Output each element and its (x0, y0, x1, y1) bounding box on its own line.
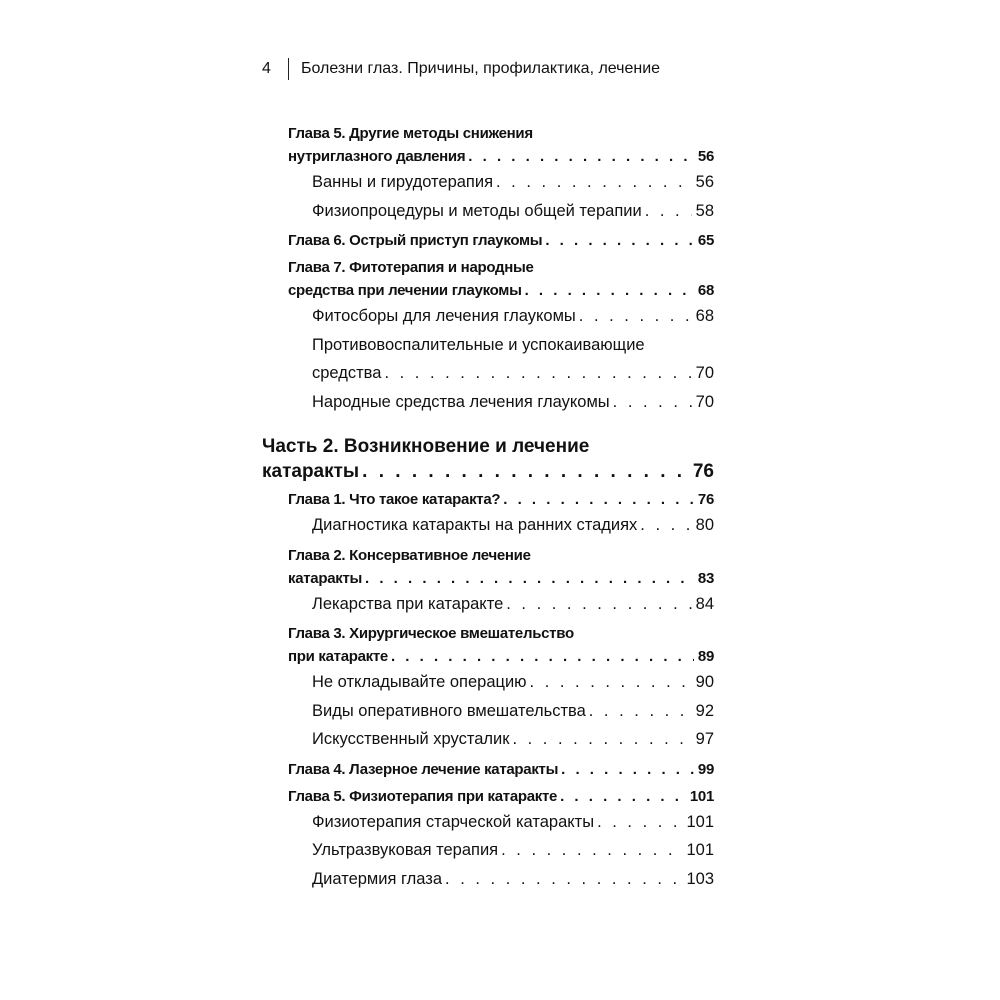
toc-chapter (262, 758, 714, 781)
toc-page-number: 84 (695, 594, 714, 613)
dot-leader (561, 758, 694, 781)
toc-section (262, 511, 714, 540)
toc-entry-title: Глава 3. Хирургическое вмешательство (288, 625, 574, 642)
toc-entry-title: Глава 5. Другие методы снижения (288, 125, 533, 142)
dot-leader (365, 567, 694, 590)
toc-line (312, 511, 714, 540)
toc-entry-title: Народные средства лечения глаукомы (312, 392, 610, 411)
toc-line (288, 758, 714, 781)
toc-page-number: 97 (695, 730, 714, 748)
toc-entry-title: Диатермия глаза (312, 869, 443, 888)
toc-page-number: 70 (695, 364, 714, 382)
dot-leader (545, 229, 694, 252)
toc-chapter (262, 122, 714, 168)
toc-entry-title: Глава 1. Что такое катаракта? (288, 491, 501, 508)
toc-entry-title: Фитосборы для лечения глаукомы (312, 307, 576, 325)
toc-chapter (262, 229, 714, 252)
toc-page-number: 101 (689, 787, 714, 805)
toc-entry-title: Не откладывайте операцию (312, 673, 527, 691)
dot-leader (496, 168, 692, 197)
toc-entry-title: Диагностика катаракты на ранних стадиях (312, 516, 638, 534)
toc-page-number: 90 (695, 673, 714, 691)
dot-leader (503, 488, 694, 511)
dot-leader (391, 645, 694, 668)
toc-chapter (262, 622, 714, 668)
toc-section (262, 808, 714, 837)
toc-page-number: 65 (697, 232, 714, 249)
toc-page-number: 80 (695, 516, 714, 534)
toc-line (288, 279, 714, 302)
book-title: Болезни глаз. Причины, профилактика, лечение (301, 60, 661, 77)
toc-entry-title: Ультразвуковая терапия (312, 841, 499, 859)
toc-chapter (262, 544, 714, 590)
toc-entry-title: средства при лечении глаукомы (288, 282, 522, 299)
dot-leader (445, 865, 682, 894)
toc-line (262, 434, 714, 459)
toc-page-number: 101 (686, 841, 714, 859)
toc-entry-title: Глава 2. Консервативное лечение (288, 546, 531, 564)
toc-entry-title: катаракты (262, 461, 360, 482)
toc-section (262, 168, 714, 197)
toc-line (312, 697, 714, 726)
dot-leader (613, 388, 692, 417)
toc-section (262, 331, 714, 388)
dot-leader (501, 836, 682, 865)
toc-page-number: 56 (697, 148, 714, 165)
toc-section (262, 725, 714, 754)
toc-page-number: 83 (697, 569, 714, 587)
dot-leader (525, 279, 694, 302)
toc-page-number: 70 (695, 392, 714, 411)
dot-leader (560, 785, 686, 808)
dot-leader (645, 197, 692, 226)
toc-line (262, 459, 714, 484)
toc-entry-title: катаракты (288, 569, 363, 587)
toc-line (312, 865, 714, 894)
dot-leader (512, 725, 691, 754)
toc-line (312, 725, 714, 754)
toc-line (288, 488, 714, 511)
toc-entry-title: Физиотерапия старческой катаракты (312, 812, 595, 831)
toc-entry-title: Ванны и гирудотерапия (312, 173, 494, 191)
toc-line (288, 122, 714, 145)
dot-leader (384, 359, 691, 388)
toc-line (288, 145, 714, 168)
toc-entry-title: Глава 6. Острый приступ глаукомы (288, 232, 543, 249)
header-divider (288, 58, 289, 80)
toc-entry-title: Искусственный хрусталик (312, 730, 510, 748)
toc-line (288, 645, 714, 668)
toc-entry-title: нутриглазного давления (288, 148, 466, 165)
toc-chapter (262, 256, 714, 302)
toc-line (288, 622, 714, 645)
toc-page-number: 101 (686, 812, 714, 831)
toc-section (262, 697, 714, 726)
toc-line (312, 197, 714, 226)
toc-entry-title: Глава 7. Фитотерапия и народные (288, 259, 534, 276)
toc-section (262, 865, 714, 894)
toc-line (312, 388, 714, 417)
toc-page-number: 99 (697, 760, 714, 778)
toc-entry-title: при катаракте (288, 648, 388, 665)
toc-line (312, 331, 714, 360)
toc-entry-title: Глава 4. Лазерное лечение катаракты (288, 760, 559, 778)
toc-page-number: 56 (695, 173, 714, 191)
dot-leader (530, 668, 692, 697)
toc-page-number: 68 (697, 282, 714, 299)
toc-section (262, 668, 714, 697)
toc-page-number: 76 (697, 491, 714, 508)
dot-leader (597, 808, 682, 837)
toc-line (288, 567, 714, 590)
toc-section (262, 590, 714, 619)
dot-leader (579, 302, 692, 331)
toc-part (262, 434, 714, 484)
toc-entry-title: Физиопроцедуры и методы общей терапии (312, 201, 642, 220)
toc-line (312, 359, 714, 388)
toc-entry-title: Противовоспалительные и успокаивающие (312, 335, 645, 354)
dot-leader (362, 459, 689, 484)
toc-line (288, 229, 714, 252)
toc-line (312, 590, 714, 619)
toc-section (262, 388, 714, 417)
toc-section (262, 302, 714, 331)
page-number: 4 (262, 60, 271, 77)
toc-line (312, 808, 714, 837)
toc-entry-title: Виды оперативного вмешательства (312, 701, 586, 720)
toc-entry-title: средства (312, 364, 382, 382)
toc-entry-title: Глава 5. Физиотерапия при катаракте (288, 787, 558, 805)
toc-page-number: 68 (695, 307, 714, 325)
toc-page-number: 58 (695, 201, 714, 220)
toc-line (288, 256, 714, 279)
toc-line (312, 836, 714, 865)
dot-leader (640, 511, 691, 540)
dot-leader (468, 145, 694, 168)
toc-line (312, 168, 714, 197)
toc-line (288, 544, 714, 567)
table-of-contents (262, 118, 714, 893)
toc-page-number: 92 (695, 701, 714, 720)
toc-page-number: 103 (686, 869, 714, 888)
dot-leader (589, 697, 692, 726)
toc-section (262, 836, 714, 865)
toc-entry-title: Часть 2. Возникновение и лечение (262, 436, 590, 457)
toc-chapter (262, 488, 714, 511)
toc-page-number: 89 (697, 648, 714, 665)
toc-chapter (262, 785, 714, 808)
toc-section (262, 197, 714, 226)
toc-line (288, 785, 714, 808)
toc-line (312, 668, 714, 697)
toc-line (312, 302, 714, 331)
dot-leader (506, 590, 691, 619)
running-header (262, 58, 660, 80)
toc-page-number: 76 (692, 461, 714, 482)
toc-entry-title: Лекарства при катаракте (312, 594, 504, 613)
